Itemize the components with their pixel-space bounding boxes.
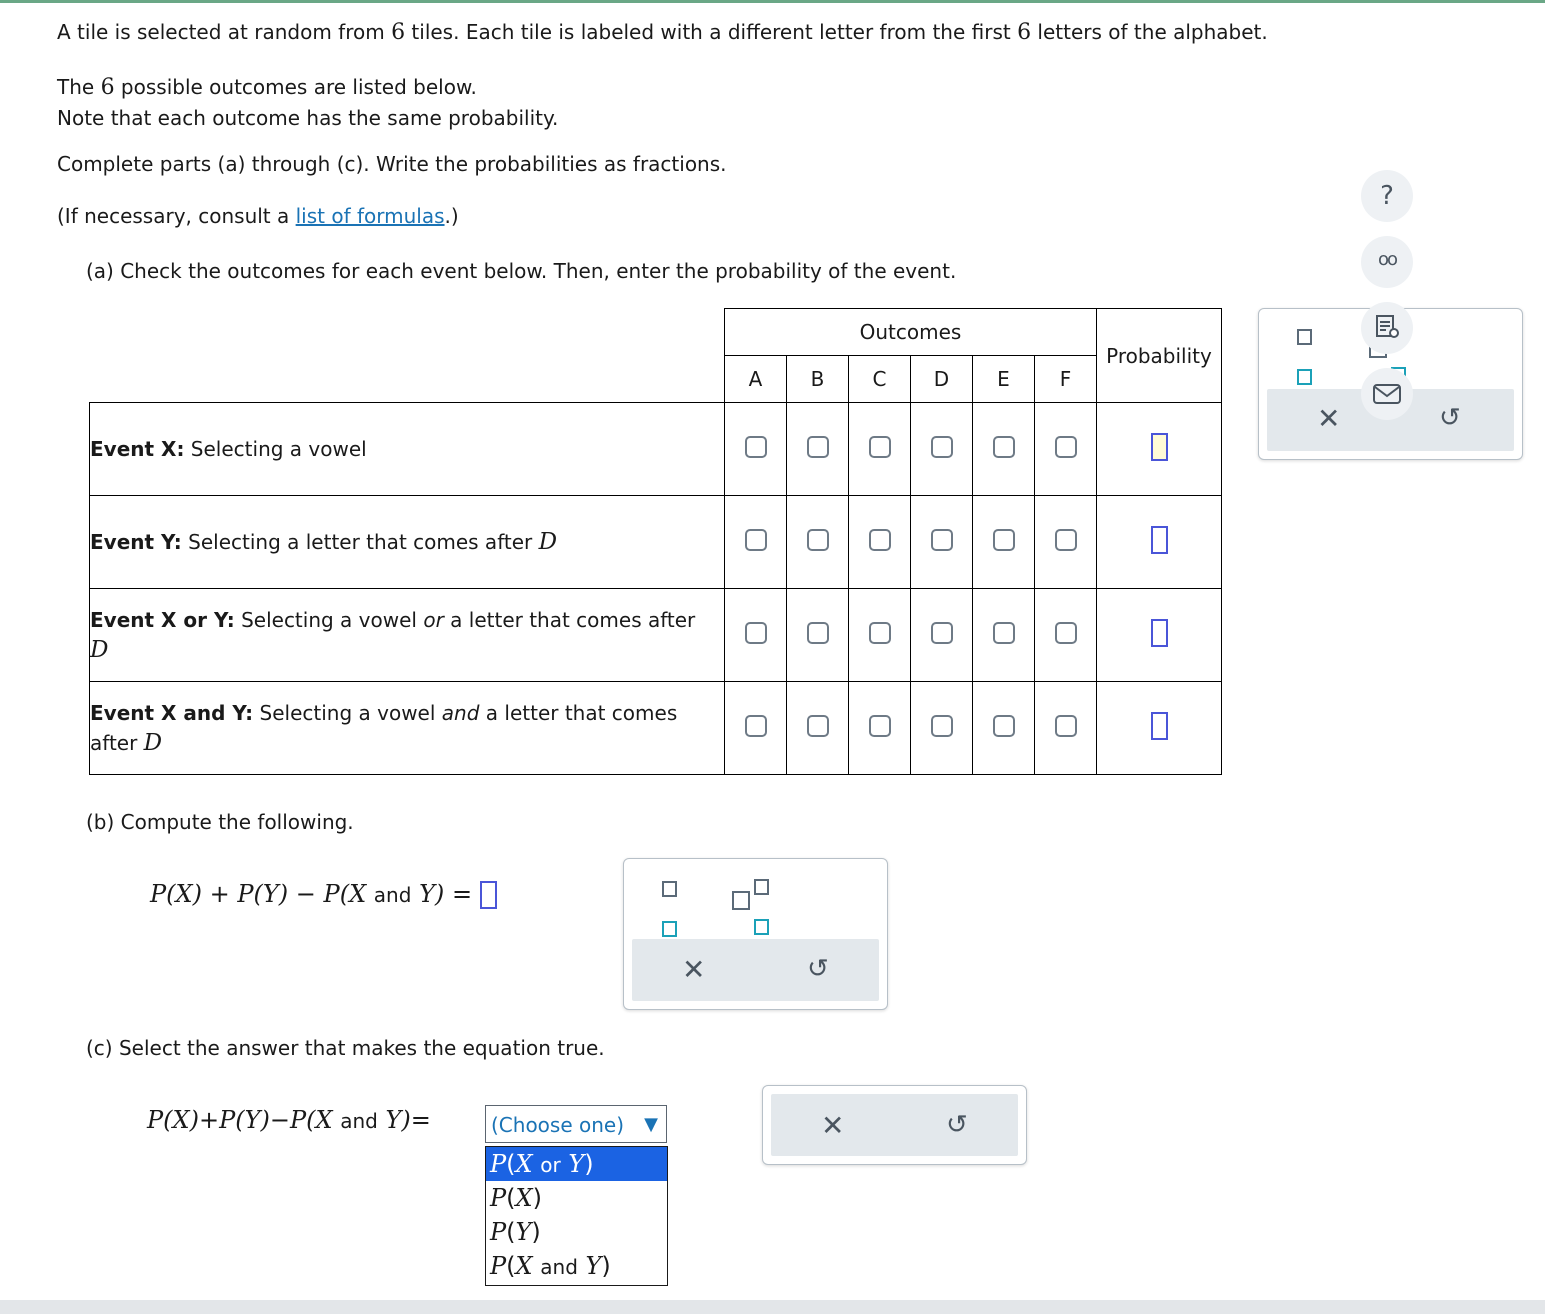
part-b-answer-input[interactable] <box>480 881 497 909</box>
formulas-link[interactable]: list of formulas <box>295 204 445 228</box>
option-y[interactable]: P(Y) <box>490 1218 541 1246</box>
question-icon: ? <box>1380 181 1394 211</box>
undo-icon[interactable]: ↺ <box>1439 403 1461 433</box>
event-x-checkbox-d[interactable] <box>931 436 953 458</box>
table-row <box>90 496 1222 589</box>
intro-line-4: Complete parts (a) through (c). Write the probabilities as fractions. <box>57 152 727 176</box>
bottom-bar <box>0 1300 1545 1314</box>
outcome-letter-b: B <box>787 356 849 403</box>
outcome-letter-e: E <box>973 356 1035 403</box>
intro-line-1: A tile is selected at random from 6 tiles. Each tile is labeled with a different letter from the first 6 letters of the alphabet. <box>57 20 1268 45</box>
mail-button[interactable] <box>1361 368 1413 420</box>
outcome-letter-a: A <box>725 356 787 403</box>
event-x-or-y-checkbox-c[interactable] <box>869 622 891 644</box>
outcomes-header: Outcomes <box>725 309 1097 356</box>
event-x-label: Event X: Selecting a vowel <box>90 403 725 496</box>
x-icon[interactable]: ✕ <box>821 1109 845 1142</box>
intro-line-5: (If necessary, consult a list of formulas.) <box>57 204 459 228</box>
event-y-checkbox-c[interactable] <box>869 529 891 551</box>
notes-button[interactable] <box>1361 302 1413 354</box>
intro-line-3: Note that each outcome has the same probability. <box>57 106 559 130</box>
event-x-or-y-checkbox-f[interactable] <box>1055 622 1077 644</box>
event-x-or-y-probability-input[interactable] <box>1151 619 1168 647</box>
outcome-letter-f: F <box>1035 356 1097 403</box>
mail-icon <box>1372 383 1402 405</box>
event-x-and-y-checkbox-d[interactable] <box>931 715 953 737</box>
event-x-or-y-checkbox-d[interactable] <box>931 622 953 644</box>
event-x-checkbox-a[interactable] <box>745 436 767 458</box>
answer-options-list <box>485 1146 668 1286</box>
event-x-and-y-checkbox-c[interactable] <box>869 715 891 737</box>
undo-icon[interactable]: ↺ <box>946 1110 968 1140</box>
event-y-checkbox-f[interactable] <box>1055 529 1077 551</box>
event-x-and-y-checkbox-a[interactable] <box>745 715 767 737</box>
fraction-icon[interactable] <box>1297 329 1312 385</box>
event-y-checkbox-b[interactable] <box>807 529 829 551</box>
event-x-probability-input[interactable] <box>1151 433 1168 461</box>
answer-select[interactable]: (Choose one) ▼ <box>485 1105 667 1143</box>
notepad-icon <box>1374 314 1400 342</box>
intro-line-2: The 6 possible outcomes are listed below. <box>57 75 477 100</box>
probability-header: Probability <box>1097 309 1222 403</box>
event-x-and-y-checkbox-b[interactable] <box>807 715 829 737</box>
event-x-checkbox-f[interactable] <box>1055 436 1077 458</box>
table-row <box>90 682 1222 775</box>
event-x-and-y-label: Event X and Y: Selecting a vowel and a letter that comes after D <box>90 682 725 775</box>
option-x[interactable]: P(X) <box>490 1184 542 1212</box>
option-x-and-y[interactable]: P(X and Y) <box>490 1252 611 1280</box>
event-x-or-y-checkbox-a[interactable] <box>745 622 767 644</box>
outcome-letter-d: D <box>911 356 973 403</box>
event-y-checkbox-a[interactable] <box>745 529 767 551</box>
event-x-and-y-checkbox-f[interactable] <box>1055 715 1077 737</box>
part-c-prompt: (c) Select the answer that makes the equation true. <box>86 1036 605 1060</box>
event-y-probability-input[interactable] <box>1151 526 1168 554</box>
outcome-letter-c: C <box>849 356 911 403</box>
table-row <box>90 403 1222 496</box>
undo-icon[interactable]: ↺ <box>807 954 829 984</box>
event-y-label: Event Y: Selecting a letter that comes after D <box>90 496 725 589</box>
part-b-palette <box>623 858 888 1010</box>
part-b-equation: P(X) + P(Y) − P(X and Y) = <box>150 880 497 909</box>
event-x-or-y-checkbox-b[interactable] <box>807 622 829 644</box>
option-x-or-y[interactable]: P(X or Y) <box>486 1147 667 1181</box>
part-b-prompt: (b) Compute the following. <box>86 810 354 834</box>
event-x-checkbox-c[interactable] <box>869 436 891 458</box>
table-corner <box>90 309 725 403</box>
chevron-down-icon: ▼ <box>644 1114 658 1135</box>
x-icon[interactable]: ✕ <box>1317 402 1341 435</box>
event-y-checkbox-e[interactable] <box>993 529 1015 551</box>
event-x-or-y-checkbox-e[interactable] <box>993 622 1015 644</box>
part-c-equation: P(X)+P(Y)−P(X and Y)= <box>147 1106 431 1134</box>
event-x-and-y-probability-input[interactable] <box>1151 712 1168 740</box>
event-x-checkbox-b[interactable] <box>807 436 829 458</box>
event-x-checkbox-e[interactable] <box>993 436 1015 458</box>
events-table <box>89 308 1222 775</box>
x-icon[interactable]: ✕ <box>682 953 706 986</box>
part-a-prompt: (a) Check the outcomes for each event below. Then, enter the probability of the event. <box>86 259 957 283</box>
event-y-checkbox-d[interactable] <box>931 529 953 551</box>
event-x-and-y-checkbox-e[interactable] <box>993 715 1015 737</box>
top-accent-bar <box>0 0 1545 3</box>
event-x-or-y-label: Event X or Y: Selecting a vowel or a letter that comes after D <box>90 589 725 682</box>
part-c-palette <box>762 1085 1027 1165</box>
reader-button[interactable] <box>1361 236 1413 288</box>
glasses-icon: oo <box>1377 249 1397 270</box>
help-button[interactable] <box>1361 170 1413 222</box>
fraction-icon[interactable] <box>662 881 677 937</box>
table-row <box>90 589 1222 682</box>
